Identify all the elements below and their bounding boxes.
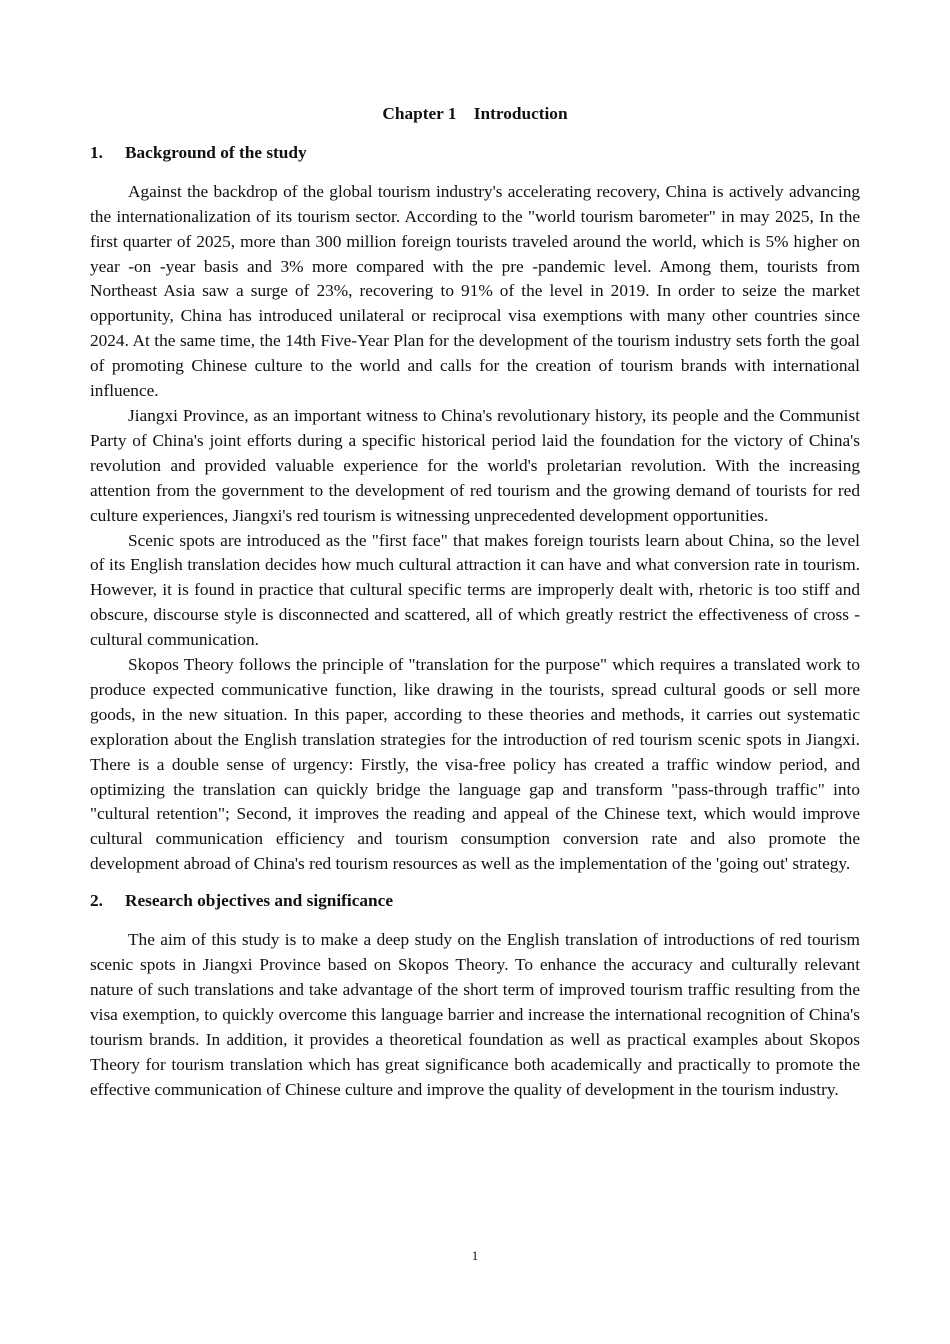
section-background <box>90 141 860 877</box>
body-paragraph: Jiangxi Province, as an important witness to China's revolutionary history, its people and the Communist Party of China's joint efforts during a specific historical period laid the foundation for the victory of China's revolution and provided valuable experience for the world's proletarian revolution. With the increasing attention from the government to the development of red tourism and the growing demand of tourists for red culture experiences, Jiangxi's red tourism is witnessing unprecedented development opportunities. <box>90 405 860 525</box>
body-paragraph: The aim of this study is to make a deep study on the English translation of introductions of red tourism scenic spots in Jiangxi Province based on Skopos Theory. To enhance the accuracy and culturally relevant nature of such translations and take advantage of the short term of improved tourism traffic resulting from the visa exemption, to quickly overcome this language barrier and increase the international recognition of China's tourism brands. In addition, it provides a theoretical foundation as well as practical examples about Skopos Theory for tourism translation which has great significance both academically and practically to promote the effective communication of Chinese culture and improve the quality of development in the tourism industry. <box>90 930 860 1099</box>
document-page <box>90 102 860 1102</box>
section-heading <box>90 141 860 166</box>
section-heading <box>90 889 860 914</box>
body-paragraph: Scenic spots are introduced as the "first face" that makes foreign tourists learn about China, so the level of its English translation decides how much cultural attraction it can have and what conversion rate in tourism. However, it is found in practice that cultural specific terms are improperly dealt with, rhetoric is too stiff and obscure, discourse style is disconnected and scattered, all of which greatly restrict the effectiveness of cross - cultural communication. <box>90 530 860 650</box>
body-paragraph: Skopos Theory follows the principle of "translation for the purpose" which requires a translated work to produce expected communicative function, like drawing in the tourists, spread cultural goods or sell more goods, in the new situation. In this paper, according to these theories and methods, it carries out systematic exploration about the English translation strategies for the introduction of red tourism scenic spots in Jiangxi. There is a double sense of urgency: Firstly, the visa-free policy has created a traffic window period, and optimizing the translation can quickly bridge the language gap and transform "pass-through traffic" into "cultural retention"; Second, it improves the reading and appeal of the Chinese text, which would improve cultural communication efficiency and tourism consumption conversion rate and also promote the development abroad of China's red tourism resources as well as the implementation of the 'going out' strategy. <box>90 655 860 874</box>
chapter-title: Chapter 1 Introduction <box>382 104 568 123</box>
section-number: 2. <box>90 891 103 911</box>
section-title: Research objectives and significance <box>125 891 393 911</box>
page-number: 1 <box>471 1248 479 1263</box>
section-objectives <box>90 889 860 1102</box>
section-number: 1. <box>90 142 103 162</box>
section-title: Background of the study <box>125 142 307 162</box>
body-paragraph: Against the backdrop of the global tourism industry's accelerating recovery, China is actively advancing the internationalization of its tourism sector. According to the "world tourism barometer" in may 2025, In the first quarter of 2025, more than 300 million foreign tourists traveled around the world, which is 5% higher on year -on -year basis and 3% more compared with the pre -pandemic level. Among them, tourists from Northeast Asia saw a surge of 23%, recovering to 91% of the level in 2019. In order to seize the market opportunity, China has introduced unilateral or reciprocal visa exemptions with many other countries since 2024. At the same time, the 14th Five-Year Plan for the development of the tourism industry sets forth the goal of promoting Chinese culture to the world and calls for the creation of tourism brands with international influence. <box>90 181 860 401</box>
